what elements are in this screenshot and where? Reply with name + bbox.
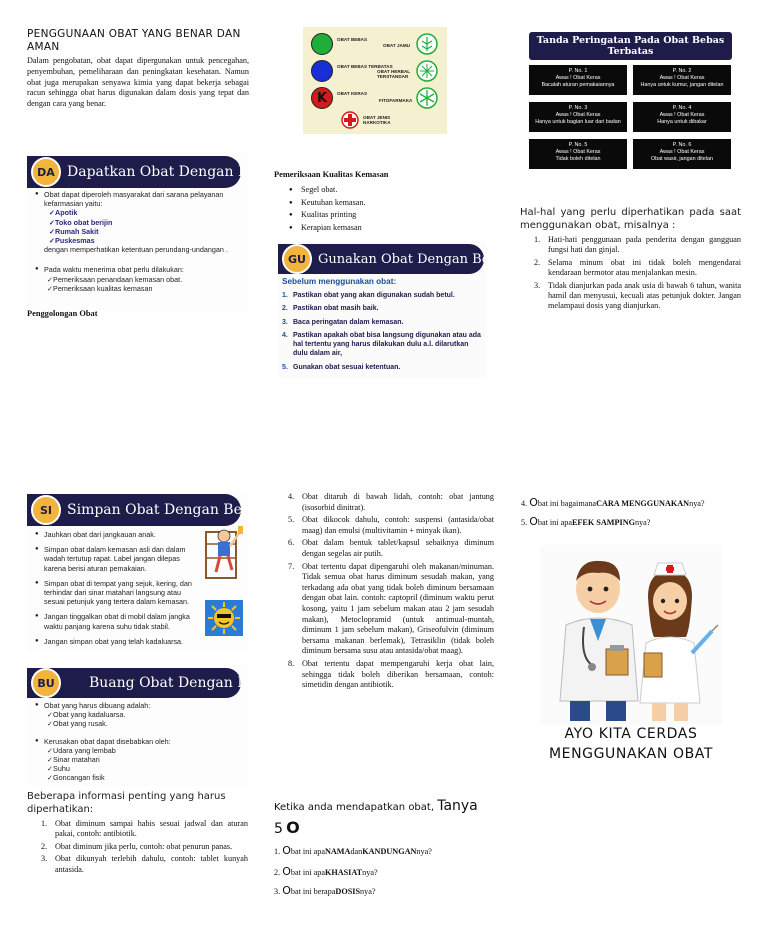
- list-item: 4. Pastikan apakah obat bisa langsung digunakan atau ada hal tertentu yang harus dilakukan dulu a.l. dilarutkan dulu dalam air,: [282, 331, 481, 358]
- cta-text: AYO KITA CERDAS MENGGUNAKAN OBAT: [548, 726, 714, 762]
- warning-title: Tanda Peringatan Pada Obat Bebas Terbatas: [529, 32, 732, 60]
- question-3: 3. O bat ini berapa DOSIS nya?: [274, 884, 376, 897]
- list-item: ● Pada waktu menerima obat perlu dilakukan:: [35, 265, 245, 274]
- warning-label-5: P. No. 5 Awas ! Obat Keras Tidak boleh ditelan: [529, 139, 627, 169]
- list-item: 2. Selama minum obat ini tidak boleh mengendarai kendaraan bermotor atau menjalankan mesin.: [534, 257, 741, 278]
- check-item: ✓ Obat yang rusak.: [35, 719, 245, 728]
- narkotika-cross-icon: [341, 111, 359, 129]
- bu-panel: [27, 666, 280, 786]
- check-item: ✓ Udara yang lembab: [35, 746, 245, 755]
- source-toko-obat: ✓ Toko obat berijin: [35, 218, 245, 227]
- red-k-circle-icon: K: [311, 87, 333, 109]
- check-item: ✓ Sinar matahari: [35, 755, 245, 764]
- list-item: 7. Obat tertentu dapat dipengaruhi oleh makanan/minuman. Tidak semua obat harus diminum sesudah makan, yang terkadang ada obat yang tidak boleh diminum bersamaan dengan obat lain. contoh: captopril (diminum waktu perut kosong, yaitu 1 jam sebelum makan atau 2 jam sesudah makan), Metoclopramid (untuk antimual-muntah, diminum 1 jam sebelum makan), Griseofulvin (diminum bersama makanan berlemak), Tetrasiklin (tidak boleh diminum bersama susu atau antasida/obat maag).: [288, 561, 494, 656]
- list-item: ● Kerapian kemasan: [287, 222, 467, 235]
- question-4: 4. O bat ini bagaimana CARA MENGGUNAKAN nya?: [521, 496, 705, 509]
- list-item: 5. Gunakan obat sesuai ketentuan.: [282, 363, 401, 371]
- herbal-star-icon: [416, 60, 438, 82]
- si-list: [35, 530, 197, 646]
- kemasan-list: [287, 184, 467, 234]
- list-item: 1. Pastikan obat yang akan digunakan sudah betul.: [282, 292, 455, 299]
- list-item: ● Obat yang harus dibuang adalah:: [35, 701, 245, 710]
- bu-list: [35, 701, 245, 783]
- warning-label-4: P. No. 4 Awas ! Obat Keras Hanya untuk dibakar: [633, 102, 731, 132]
- source-puskesmas: ✓ Puskesmas: [35, 236, 245, 245]
- list-item: ● Segel obat.: [287, 184, 467, 197]
- si-panel: [27, 492, 266, 652]
- green-circle-icon: [311, 33, 333, 55]
- list-item: ● Simpan obat di tempat yang sejuk, kering, dan terhindar dari sinar matahari langsung atau sesuai petunjuk yang tertera dalam kemasan.: [35, 579, 197, 607]
- list-item: 2. Pastikan obat masih baik.: [282, 305, 379, 313]
- list-item: 2. Obat diminum jika perlu, contoh: obat penurun panas.: [41, 841, 233, 851]
- list-item: ● Jangan simpan obat yang telah kadaluarsa.: [35, 637, 197, 646]
- warning-label-1: P. No. 1 Awas ! Obat Keras Bacalah aturan pemakaiannya: [529, 65, 627, 95]
- legend-obat-bebas-terbatas: OBAT BEBAS TERBATAS: [311, 60, 393, 82]
- list-item: 3. Obat dikunyah terlebih dahulu, contoh: tablet kunyah antasida.: [41, 854, 248, 874]
- check-item: ✓ Obat yang kadaluarsa.: [35, 710, 245, 719]
- da-heading: Dapatkan Obat Dengan Benar: [67, 164, 281, 180]
- child-climbing-illustration: [202, 522, 246, 586]
- gu-subheading: Sebelum menggunakan obat:: [282, 277, 397, 286]
- list-item: 8. Obat tertentu dapat mempengaruhi kerja obat lain, sehingga tidak boleh diberikan bersamaan, contoh: simetidin dengan antibiotik.: [288, 658, 494, 690]
- list-item: 1. Obat diminum sampai habis sesuai jadwal dan aturan pakai, contoh: antibiotik.: [41, 819, 248, 839]
- sun-illustration: [205, 600, 243, 636]
- drug-category-legend: OBAT BEBAS OBAT JAMU OBAT BEBAS TERBATAS OBAT HERBAL TERSTANDAR K OBAT KERAS FITOFARMAKA OBAT JENIS NARKOTIKA: [303, 27, 447, 134]
- gu-panel: [278, 242, 512, 378]
- info-heading: Beberapa informasi penting yang harus diperhatikan:: [27, 791, 226, 815]
- question-1: 1. O bat ini apa NAMA dan KANDUNGAN nya?: [274, 844, 432, 857]
- bu-badge: BU: [31, 668, 61, 698]
- kemasan-heading: Pemeriksaan Kualitas Kemasan: [274, 170, 389, 179]
- gu-badge: GU: [282, 244, 312, 274]
- list-item: ● Simpan obat dalam kemasan asli dan dalam wadah tertutup rapat. Label jangan dilepas karena berisi aturan pemakaian.: [35, 545, 197, 573]
- hal-list: [534, 235, 741, 312]
- gu-banner: [278, 244, 512, 274]
- bu-heading: Buang Obat Dengan Benar: [89, 675, 280, 691]
- check-item: ✓ Goncangan fisik: [35, 773, 245, 782]
- source-apotik: ✓ Apotik: [35, 208, 245, 217]
- check-item: ✓ Suhu: [35, 764, 245, 773]
- intro-paragraph: Dalam pengobatan, obat dapat dipergunakan untuk pencegahan, penyembuhan, pemeliharaan dan peningkatan kesehatan. Namun obat juga merupakan senyawa kimia yang dapat bekerja sebagai racun sehingga obat harus digunakan dalam dosis yang tepat dan dengan cara yang benar.: [27, 56, 249, 109]
- da-list: [35, 190, 245, 293]
- gu-list: [282, 291, 482, 376]
- list-item: 5. Obat dikocok dahulu, contoh: suspensi (antasida/obat maag) dan emulsi (multivitamin + minyak ikan).: [288, 515, 494, 535]
- list-item: ● Keutuhan kemasan.: [287, 197, 467, 210]
- legend-obat-keras: K OBAT KERAS: [311, 87, 367, 109]
- list-item: ● Kualitas printing: [287, 209, 467, 222]
- question-5: 5. O bat ini apa EFEK SAMPING nya?: [521, 515, 651, 528]
- da-badge: DA: [31, 157, 61, 187]
- list-item: 3. Tidak dianjurkan pada anak usia di bawah 6 tahun, wanita hamil dan menyusui, kecuali atas petunjuk dokter. Jangan melampaui dosis yang dianjurkan.: [534, 280, 741, 311]
- si-heading: Simpan Obat Dengan Benar: [67, 502, 266, 518]
- list-item: 1. Hati-hati penggunaan pada penderita dengan gangguan fungsi hati dan ginjal.: [534, 235, 741, 255]
- list-item: 3. Baca peringatan dalam kemasan.: [282, 318, 404, 326]
- da-panel: [27, 152, 281, 310]
- legend-narkotika: OBAT JENIS NARKOTIKA: [341, 111, 407, 129]
- legend-obat-bebas: OBAT BEBAS: [311, 33, 367, 55]
- hal-heading: Hal-hal yang perlu diperhatikan pada saat menggunakan obat, misalnya :: [520, 207, 741, 231]
- bu-banner: [27, 668, 280, 698]
- warning-label-6: P. No. 6 Awas ! Obat Keras Obat wasir, jangan ditelan: [633, 139, 731, 169]
- blue-circle-icon: [311, 60, 333, 82]
- check-item: ✓ Pemeriksaan penandaan kemasan obat.: [35, 275, 245, 284]
- warning-labels-panel: [529, 32, 732, 172]
- warning-label-2: P. No. 2 Awas ! Obat Keras Hanya untuk kumur, jangan ditelan: [633, 65, 731, 95]
- question-2: 2. O bat ini apa KHASIAT nya?: [274, 865, 378, 878]
- info-list: [41, 819, 248, 875]
- source-note: dengan memperhatikan ketentuan perundang-undangan .: [44, 245, 228, 255]
- penggolongan-label: Penggolongan Obat: [27, 309, 98, 318]
- list-item: 6. Obat dalam bentuk tablet/kapsul sebaiknya diminum dengan segelas air putih.: [288, 538, 494, 558]
- list-item: ● Obat dapat diperoleh masyarakat dari sarana pelayanan kefarmasian yaitu:: [35, 190, 245, 208]
- da-banner: [27, 156, 281, 188]
- fitofarmaka-snowflake-icon: [416, 87, 438, 109]
- continued-list: [288, 492, 494, 691]
- page-title: PENGGUNAAN OBAT YANG BENAR DAN AMAN: [27, 28, 241, 53]
- jamu-leaf-icon: [416, 33, 438, 55]
- doctor-nurse-illustration: [540, 545, 722, 725]
- warning-label-3: P. No. 3 Awas ! Obat Keras Hanya untuk bagian luar dari badan: [529, 102, 627, 132]
- tanya-heading: Ketika anda mendapatkan obat, Tanya 5 O: [274, 798, 478, 837]
- list-item: ● Jauhkan obat dari jangkauan anak.: [35, 530, 197, 539]
- list-item: ● Jangan tinggalkan obat di mobil dalam jangka waktu panjang karena suhu tidak stabil.: [35, 612, 197, 630]
- check-item: ✓ Pemeriksaan kualitas kemasan: [35, 284, 245, 293]
- list-item: ● Kerusakan obat dapat disebabkan oleh:: [35, 737, 245, 746]
- si-badge: SI: [31, 495, 61, 525]
- source-rumah-sakit: ✓ Rumah Sakit: [35, 227, 245, 236]
- list-item: 4. Obat ditaruh di bawah lidah, contoh: obat jantung (isosorbid dinitrat).: [288, 492, 494, 512]
- gu-heading: Gunakan Obat Dengan Benar: [318, 251, 512, 267]
